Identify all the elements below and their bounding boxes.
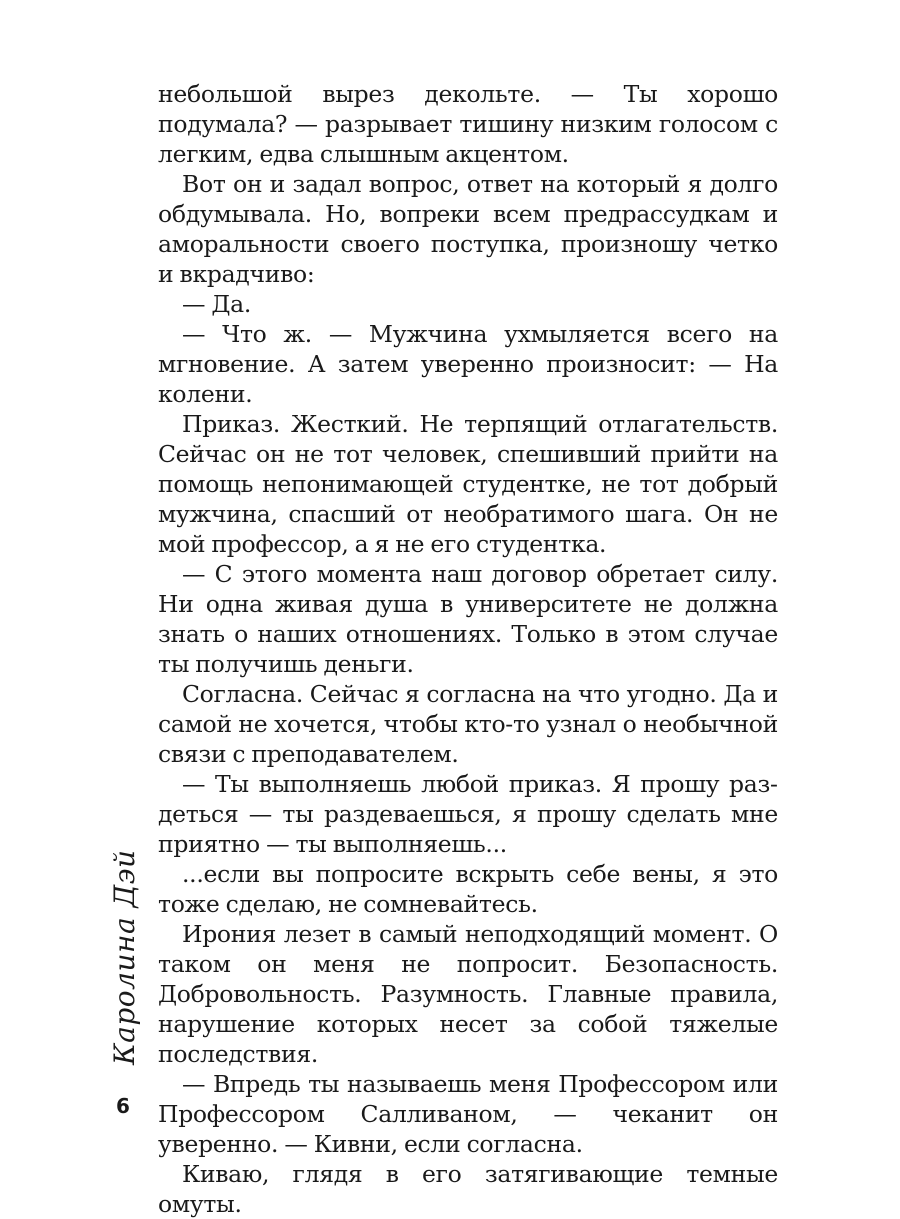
paragraph: — Ты выполняешь любой приказ. Я прошу раздеться — ты раздеваешься, я прошу сделать мне приятно — ты выполняешь...	[158, 770, 778, 858]
paragraph: Киваю, глядя в его затягивающие темные омуты.	[158, 1160, 778, 1218]
paragraph: — Да.	[182, 290, 252, 318]
body-text	[158, 79, 778, 1219]
paragraph: Ирония лезет в самый неподходящий момент. О таком он меня не попросит. Безопасность. Добровольность. Разумность. Главные правила, нарушение которых несет за собой тяжелые последствия.	[158, 920, 778, 1068]
paragraph: Приказ. Жесткий. Не терпящий отлагательств. Сейчас он не тот человек, спешивший прийти на помощь непонимающей студентке, не тот добрый мужчина, спасший от необратимого шага. Он не мой профессор, а я не его студентка.	[158, 410, 778, 558]
paragraph: — Что ж. — Мужчина ухмыляется всего на мгновение. А затем уверенно произносит: — На колени.	[158, 320, 778, 408]
paragraph: Согласна. Сейчас я согласна на что угодно. Да и самой не хочется, чтобы кто-то узнал о необычной связи с преподавателем.	[158, 680, 778, 768]
paragraph: — Впредь ты называешь меня Профессором или Профессором Салливаном, — чеканит он уверенно. — Кивни, если согласна.	[158, 1070, 778, 1158]
paragraph: Вот он и задал вопрос, ответ на который я долго обдумывала. Но, вопреки всем предрассудкам и аморальности своего поступка, произношу четко и вкрадчиво:	[158, 170, 778, 288]
page-number: 6	[116, 1094, 130, 1118]
paragraph: ...если вы попросите вскрыть себе вены, я это тоже сделаю, не сомневайтесь.	[158, 860, 778, 918]
paragraph: — С этого момента наш договор обретает силу. Ни одна живая душа в университете не должна знать о наших отношениях. Только в этом случае ты получишь деньги.	[158, 560, 778, 678]
author-running-head: Каролина Дэй	[108, 849, 141, 1065]
paragraph: небольшой вырез декольте. — Ты хорошо подумала? — разрывает тишину низким голосом с легким, едва слышным акцентом.	[158, 80, 778, 168]
